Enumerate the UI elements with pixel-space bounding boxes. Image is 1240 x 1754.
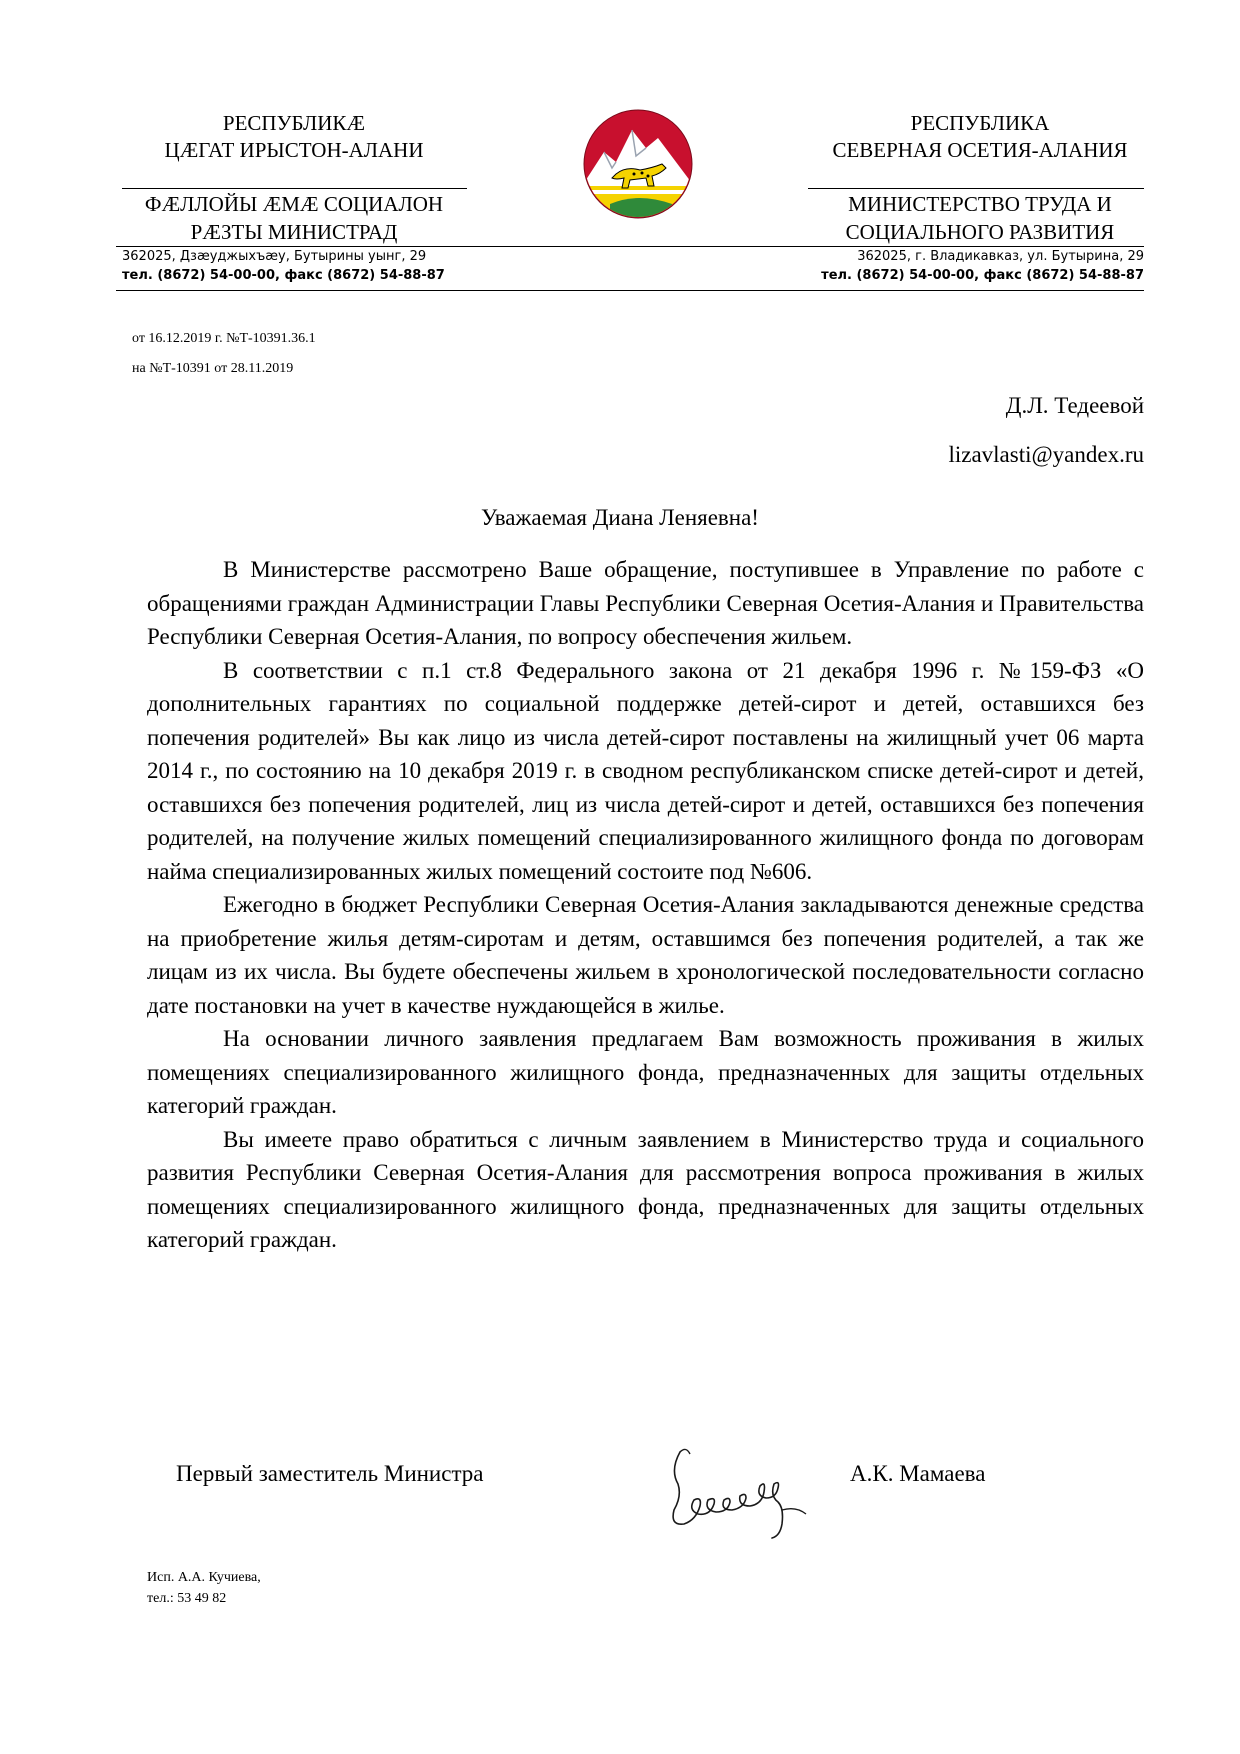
addressee-name: Д.Л. Тедеевой [1005, 393, 1144, 418]
header-left-ministry1: ФÆЛЛОЙЫ ÆМÆ СОЦИАЛОН [144, 192, 444, 216]
paragraph-4: На основании личного заявления предлагаем Вам возможность проживания в жилых помещениях специализированного жилищного фонда, предназначенных для защиты отдельных категорий граждан. [147, 1026, 1144, 1118]
paragraph-3: Ежегодно в бюджет Республики Северная Осетия-Алания закладываются денежные средства на приобретение жилья детям-сиротам и детям, оставшимся без попечения родителей, а так же лицам из их числа. Вы будете обеспечены жильем в хронологической последовательности согласно дате постановки на учет в качестве нуждающейся в жилье. [147, 892, 1144, 1018]
addressee-email: lizavlasti@yandex.ru [948, 442, 1144, 467]
header-right-ministry1: МИНИСТЕРСТВО ТРУДА И [848, 192, 1112, 216]
handwritten-signature-icon [666, 1440, 830, 1550]
header-address-top-line [116, 246, 1144, 247]
header-left-divider [122, 188, 467, 189]
reference-incoming: на №Т-10391 от 28.11.2019 [132, 361, 294, 376]
reference-number: от 16.12.2019 г. №Т-10391.36.1 [132, 331, 316, 346]
header-right-address: 362025, г. Владикавказ, ул. Бутырина, 29 [857, 249, 1144, 264]
header-left-republic [122, 110, 466, 164]
paragraph-5: Вы имеете право обратиться с личным заявлением в Министерство труда и социального развития Республики Северная Осетия-Алания для рассмотрения вопроса проживания в жилых помещениях специализированного жилищного фонда, предназначенных для защиты отдельных категорий граждан. [147, 1126, 1144, 1252]
letter-body [147, 553, 1144, 1257]
header-right-ministry2: СОЦИАЛЬНОГО РАЗВИТИЯ [845, 220, 1115, 244]
paragraph-1: В Министерстве рассмотрено Ваше обращение, поступившее в Управление по работе с обращениями граждан Администрации Главы Республики Северная Осетия-Алания и Правительства Республики Северная Осетия-Алания, по вопросу обеспечения жильем. [147, 557, 1144, 649]
header-left-line1: РЕСПУБЛИКÆ [222, 111, 366, 135]
signatory-name: А.К. Мамаева [850, 1461, 986, 1486]
paragraph-2: В соответствии с п.1 ст.8 Федерального закона от 21 декабря 1996 г. №159-ФЗ «О дополнительных гарантиях по социальной поддержке детей-сирот и детей, оставшихся без попечения родителей» Вы как лицо из числа детей-сирот поставлены на жилищный учет 06 марта 2014 г., по состоянию на 10 декабря 2019 г. в сводном республиканском списке детей-сирот и детей, оставшихся без попечения родителей, лиц из числа детей-сирот и детей, оставшихся без попечения родителей, на получение жилых помещений специализированного жилищного фонда по договорам найма специализированных жилых помещений состоите под №606. [147, 657, 1144, 884]
header-address-bottom-line [116, 290, 1144, 291]
header-right-republic [800, 110, 1160, 164]
header-right-divider [808, 188, 1144, 189]
header-left-phones: тел. (8672) 54-00-00, факс (8672) 54-88-87 [122, 268, 445, 283]
header-right-phones: тел. (8672) 54-00-00, факс (8672) 54-88-87 [821, 268, 1144, 283]
greeting: Уважаемая Диана Леняевна! [481, 505, 759, 530]
signatory-role: Первый заместитель Министра [176, 1461, 484, 1486]
header-left-ministry [122, 190, 466, 246]
executor-phone: тел.: 53 49 82 [147, 1591, 227, 1606]
header-right-line2: СЕВЕРНАЯ ОСЕТИЯ-АЛАНИЯ [832, 138, 1128, 162]
header-left-ministry2: РÆЗТЫ МИНИСТРАД [190, 220, 398, 244]
coat-of-arms-icon [582, 108, 694, 220]
header-left-line2: ЦÆГАТ ИРЫСТОН-АЛАНИ [164, 138, 424, 162]
header-left-address: 362025, Дзæуджыхъæу, Бутырины уынг, 29 [122, 249, 427, 264]
header-right-ministry [800, 190, 1160, 246]
executor-name: Исп. А.А. Кучиева, [147, 1570, 261, 1585]
header-right-line1: РЕСПУБЛИКА [910, 111, 1050, 135]
